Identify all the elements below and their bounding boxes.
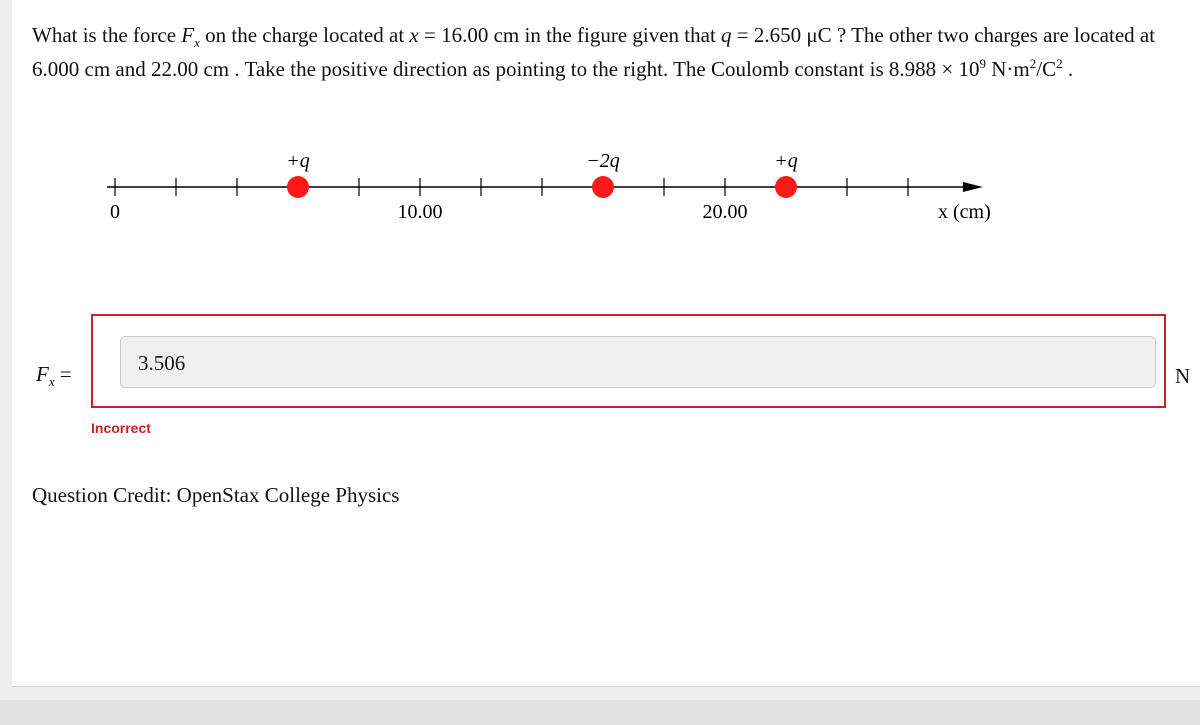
- answer-label-symbol: F: [36, 362, 49, 386]
- axis-label: x (cm): [938, 201, 991, 223]
- question-text-part: = 16.00 cm in the figure given that: [418, 23, 722, 47]
- q-variable: q: [721, 23, 732, 47]
- force-subscript: x: [194, 35, 200, 51]
- question-text-part: What is the force: [32, 23, 182, 47]
- unit-label: N: [1175, 364, 1191, 388]
- tick-label: 20.00: [702, 201, 748, 223]
- charge-dot: [592, 176, 614, 198]
- force-symbol: F: [181, 23, 195, 47]
- question-text-part: on the charge located at: [199, 23, 410, 47]
- question-text-part: .: [1062, 57, 1074, 81]
- axis-arrowhead: [963, 182, 983, 192]
- question-text-part: = 2.650 μC ? The other two charges are located at 6.000 cm and 22.00 cm . Take the positive direction as pointing to the right. The Coulomb constant is 8.988 × 10: [32, 23, 1156, 81]
- charge-dot: [287, 176, 309, 198]
- answer-label-subscript: x: [48, 374, 55, 390]
- bottom-bar: [0, 700, 1200, 725]
- question-text-part: N·m: [985, 57, 1030, 81]
- question-text-part: /C: [1036, 57, 1057, 81]
- question-panel: [12, 0, 1200, 687]
- charge-dot: [775, 176, 797, 198]
- exponent: 9: [979, 56, 986, 71]
- x-variable: x: [409, 23, 419, 47]
- tick-label: 10.00: [397, 201, 443, 223]
- question-text: [32, 18, 1182, 86]
- answer-label-equals: =: [54, 362, 72, 386]
- tick-labels: [110, 201, 748, 223]
- tick-label: 0: [110, 201, 120, 223]
- charge-label: −2q: [586, 150, 620, 172]
- number-line-axis: [107, 182, 983, 192]
- exponent: 2: [1029, 56, 1037, 71]
- question-credit: Question Credit: OpenStax College Physics: [32, 483, 400, 507]
- status-incorrect: Incorrect: [91, 420, 151, 436]
- answer-label: [36, 362, 72, 390]
- charge-label: +q: [774, 150, 798, 172]
- charge-label: +q: [286, 150, 310, 172]
- answer-input[interactable]: 3.506: [120, 336, 1156, 388]
- exponent: 2: [1056, 56, 1063, 71]
- number-line-figure: [12, 135, 1200, 235]
